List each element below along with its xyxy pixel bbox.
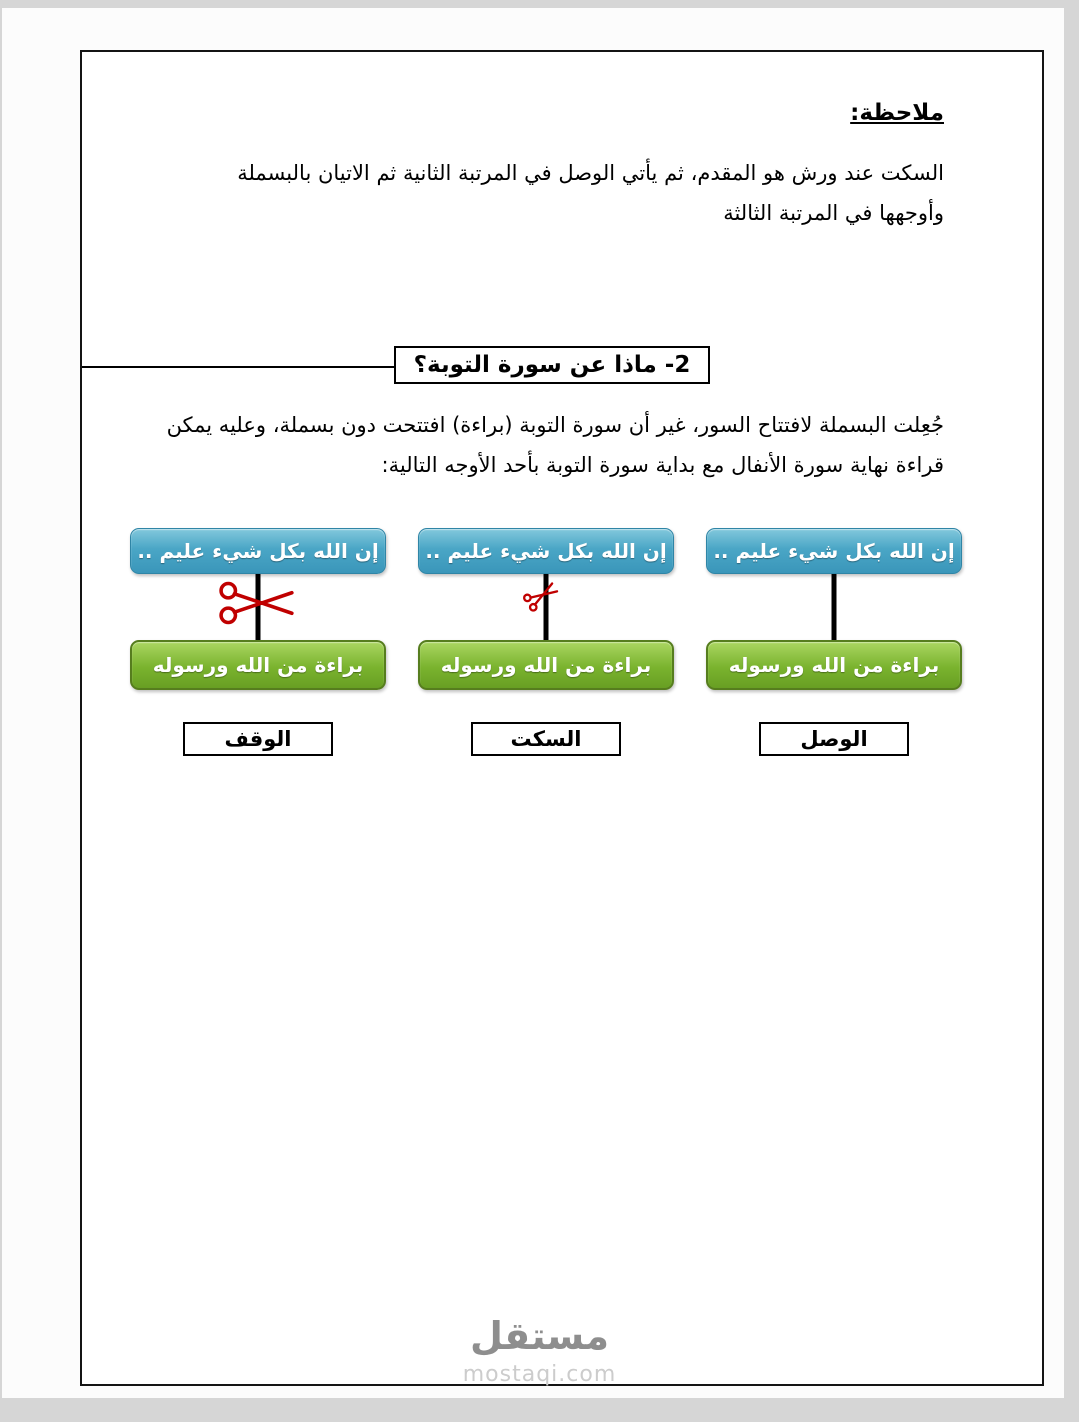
note-paragraph: السكت عند ورش هو المقدم، ثم يأتي الوصل في المرتبة الثانية ثم الاتيان بالبسملة وأوجهها في المرتبة الثالثة bbox=[237, 161, 944, 225]
connector-waqf bbox=[130, 574, 386, 640]
tawbah-start-box: براءة من الله ورسوله bbox=[706, 640, 962, 690]
section-title-row bbox=[82, 346, 1042, 388]
document-sheet bbox=[2, 8, 1064, 1398]
watermark-brand: مستقل bbox=[470, 1314, 609, 1358]
option-label-waqf: الوقف bbox=[183, 722, 333, 756]
connector-line bbox=[832, 574, 837, 640]
section-title-box: 2- ماذا عن سورة التوبة؟ bbox=[394, 346, 710, 384]
scissors-icon bbox=[520, 576, 563, 615]
diagram-column-waqf bbox=[130, 528, 386, 756]
scissors-icon bbox=[218, 578, 298, 628]
ayah-end-box: إن الله بكل شيء عليم .. bbox=[418, 528, 674, 574]
connector-wasl bbox=[706, 574, 962, 640]
ayah-end-box: إن الله بكل شيء عليم .. bbox=[130, 528, 386, 574]
connector-sakt bbox=[418, 574, 674, 640]
intro-paragraph: جُعِلت البسملة لافتتاح السور، غير أن سورة التوبة (براءة) افتتحت دون بسملة، وعليه يمكن قراءة نهاية سورة الأنفال مع بداية سورة التوبة بأحد الأوجه التالية: bbox=[166, 413, 944, 477]
tawbah-start-box: براءة من الله ورسوله bbox=[418, 640, 674, 690]
diagram bbox=[130, 528, 962, 756]
section-divider-line bbox=[82, 366, 394, 368]
page bbox=[80, 50, 1044, 1386]
watermark bbox=[0, 1314, 1079, 1388]
option-label-sakt: السكت bbox=[471, 722, 621, 756]
tawbah-start-box: براءة من الله ورسوله bbox=[130, 640, 386, 690]
ayah-end-box: إن الله بكل شيء عليم .. bbox=[706, 528, 962, 574]
diagram-column-sakt bbox=[418, 528, 674, 756]
diagram-column-wasl bbox=[706, 528, 962, 756]
note-heading: ملاحظة: bbox=[850, 100, 944, 126]
watermark-site: mostaqi.com bbox=[462, 1361, 617, 1387]
option-label-wasl: الوصل bbox=[759, 722, 909, 756]
